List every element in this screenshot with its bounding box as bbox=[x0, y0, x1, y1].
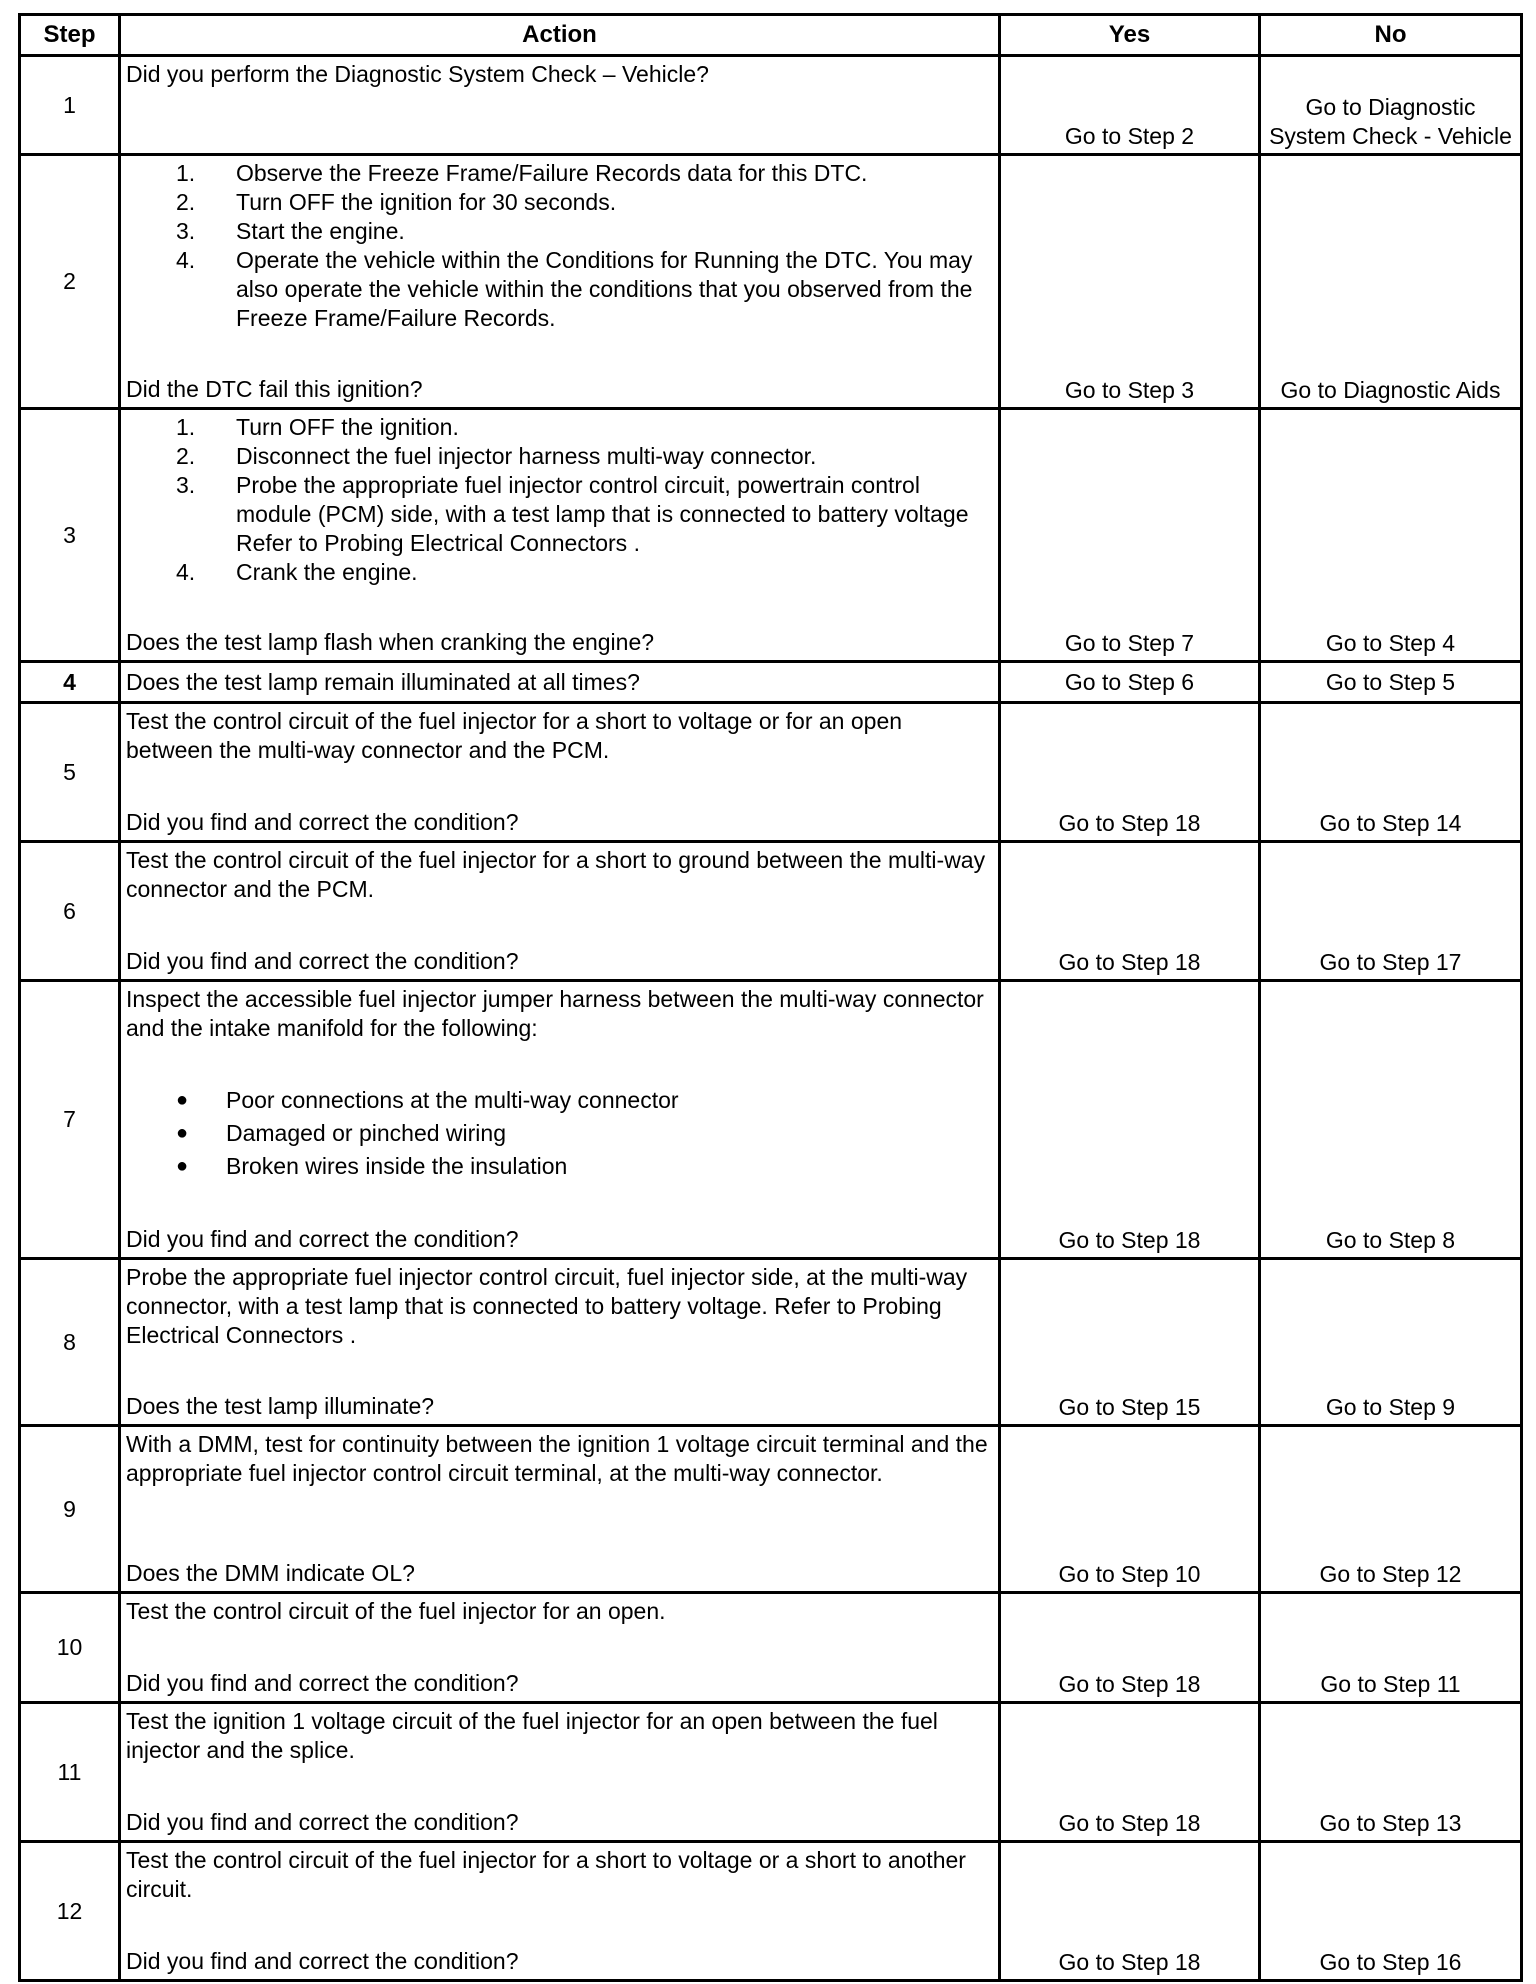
header-action: Action bbox=[120, 15, 1000, 56]
no-result: Go to Step 13 bbox=[1260, 1703, 1522, 1842]
table-row bbox=[20, 662, 1522, 703]
action-steps bbox=[126, 413, 990, 628]
action-cell bbox=[120, 1426, 1000, 1593]
step-number: 8 bbox=[20, 1259, 120, 1426]
step-number: 5 bbox=[20, 703, 120, 842]
step-number: 3 bbox=[20, 409, 120, 662]
list-item: 2. Turn OFF the ignition for 30 seconds. bbox=[176, 189, 617, 215]
step-number: 7 bbox=[20, 981, 120, 1259]
action-text: Probe the appropriate fuel injector control circuit, fuel injector side, at the multi-way connector, with a test lamp that is connected to battery voltage. Refer to Probing Electrical Connectors . bbox=[126, 1264, 968, 1348]
step-number: 2 bbox=[20, 155, 120, 409]
action-cell bbox=[120, 409, 1000, 662]
action-question: Does the DMM indicate OL? bbox=[126, 1560, 415, 1586]
no-result: Go to Step 11 bbox=[1260, 1593, 1522, 1703]
no-result: Go to Step 4 bbox=[1260, 409, 1522, 662]
yes-result: Go to Step 18 bbox=[1000, 703, 1260, 842]
table-row bbox=[20, 1259, 1522, 1426]
action-cell bbox=[120, 981, 1000, 1259]
table-row bbox=[20, 703, 1522, 842]
action-question: Did the DTC fail this ignition? bbox=[126, 376, 423, 402]
step-number: 9 bbox=[20, 1426, 120, 1593]
action-text: Inspect the accessible fuel injector jumper harness between the multi-way connector and the intake manifold for the following: bbox=[126, 986, 984, 1041]
action-question: Did you find and correct the condition? bbox=[126, 1226, 519, 1252]
list-item: 3. Start the engine. bbox=[176, 218, 405, 244]
no-result: Go to Step 17 bbox=[1260, 842, 1522, 981]
table-row bbox=[20, 1593, 1522, 1703]
action-question: Did you find and correct the condition? bbox=[126, 809, 519, 835]
list-item: ● Poor connections at the multi-way connector bbox=[176, 1087, 679, 1113]
table-row bbox=[20, 842, 1522, 981]
table-row bbox=[20, 409, 1522, 662]
action-question: Did you perform the Diagnostic System Check – Vehicle? bbox=[126, 61, 709, 87]
action-cell bbox=[120, 703, 1000, 842]
action-cell bbox=[120, 1703, 1000, 1842]
yes-result: Go to Step 18 bbox=[1000, 1703, 1260, 1842]
no-result: Go to Diagnostic System Check - Vehicle bbox=[1260, 56, 1522, 155]
action-bullets bbox=[126, 1086, 990, 1181]
table-row bbox=[20, 1703, 1522, 1842]
action-text: Test the control circuit of the fuel injector for a short to ground between the multi-way connector and the PCM. bbox=[126, 847, 986, 902]
yes-result: Go to Step 18 bbox=[1000, 1593, 1260, 1703]
header-yes: Yes bbox=[1000, 15, 1260, 56]
step-number: 4 bbox=[20, 662, 120, 703]
list-item: 1. Observe the Freeze Frame/Failure Records data for this DTC. bbox=[176, 160, 868, 186]
no-result: Go to Step 14 bbox=[1260, 703, 1522, 842]
action-cell bbox=[120, 1593, 1000, 1703]
action-question: Did you find and correct the condition? bbox=[126, 1670, 519, 1696]
step-number: 1 bbox=[20, 56, 120, 155]
yes-result: Go to Step 18 bbox=[1000, 842, 1260, 981]
list-item: ● Broken wires inside the insulation bbox=[176, 1153, 568, 1179]
yes-result: Go to Step 6 bbox=[1000, 662, 1260, 703]
action-cell bbox=[120, 842, 1000, 981]
table-row bbox=[20, 1426, 1522, 1593]
action-text: Test the control circuit of the fuel injector for an open. bbox=[126, 1598, 666, 1624]
no-result: Go to Step 16 bbox=[1260, 1842, 1522, 1981]
action-text: Test the control circuit of the fuel injector for a short to voltage or for an open between the multi-way connector and the PCM. bbox=[126, 708, 903, 763]
action-question: Does the test lamp illuminate? bbox=[126, 1393, 435, 1419]
step-number: 12 bbox=[20, 1842, 120, 1981]
step-number: 6 bbox=[20, 842, 120, 981]
no-result: Go to Step 12 bbox=[1260, 1426, 1522, 1593]
action-question: Did you find and correct the condition? bbox=[126, 1948, 519, 1974]
yes-result: Go to Step 3 bbox=[1000, 155, 1260, 409]
action-cell bbox=[120, 1842, 1000, 1981]
no-result: Go to Step 8 bbox=[1260, 981, 1522, 1259]
action-text: Test the control circuit of the fuel injector for a short to voltage or a short to another circuit. bbox=[126, 1847, 966, 1902]
yes-result: Go to Step 2 bbox=[1000, 56, 1260, 155]
header-row bbox=[20, 15, 1522, 56]
no-result: Go to Step 5 bbox=[1260, 662, 1522, 703]
yes-result: Go to Step 18 bbox=[1000, 1842, 1260, 1981]
action-question: Did you find and correct the condition? bbox=[126, 1809, 519, 1835]
action-question: Does the test lamp flash when cranking the engine? bbox=[126, 629, 655, 655]
list-item: 1. Turn OFF the ignition. bbox=[176, 414, 459, 440]
action-text: Test the ignition 1 voltage circuit of the fuel injector for an open between the fuel injector and the splice. bbox=[126, 1708, 938, 1763]
action-cell bbox=[120, 155, 1000, 409]
yes-result: Go to Step 10 bbox=[1000, 1426, 1260, 1593]
action-cell bbox=[120, 1259, 1000, 1426]
step-number: 10 bbox=[20, 1593, 120, 1703]
no-result: Go to Diagnostic Aids bbox=[1260, 155, 1522, 409]
action-text: With a DMM, test for continuity between the ignition 1 voltage circuit terminal and the appropriate fuel injector control circuit terminal, at the multi-way connector. bbox=[126, 1431, 988, 1486]
action-cell bbox=[120, 662, 1000, 703]
no-result: Go to Step 9 bbox=[1260, 1259, 1522, 1426]
list-item: 2. Disconnect the fuel injector harness multi-way connector. bbox=[176, 443, 817, 469]
table-row bbox=[20, 981, 1522, 1259]
yes-result: Go to Step 15 bbox=[1000, 1259, 1260, 1426]
yes-result: Go to Step 7 bbox=[1000, 409, 1260, 662]
action-steps bbox=[126, 159, 990, 375]
diagnostic-table bbox=[18, 13, 1523, 1982]
header-step: Step bbox=[20, 15, 120, 56]
action-question: Did you find and correct the condition? bbox=[126, 948, 519, 974]
action-cell bbox=[120, 56, 1000, 155]
table-row bbox=[20, 56, 1522, 155]
step-number: 11 bbox=[20, 1703, 120, 1842]
table-row bbox=[20, 155, 1522, 409]
list-item: 3. Probe the appropriate fuel injector control circuit, powertrain control module (PCM) side, with a test lamp that is connected to battery voltage Refer to Probing Electrical Connectors . bbox=[176, 472, 969, 556]
list-item: ● Damaged or pinched wiring bbox=[176, 1120, 506, 1146]
header-no: No bbox=[1260, 15, 1522, 56]
action-question: Does the test lamp remain illuminated at all times? bbox=[126, 668, 640, 695]
list-item: 4. Crank the engine. bbox=[176, 559, 418, 585]
list-item: 4. Operate the vehicle within the Conditions for Running the DTC. You may also operate the vehicle within the conditions that you observed from the Freeze Frame/Failure Records. bbox=[176, 247, 973, 331]
table-row bbox=[20, 1842, 1522, 1981]
yes-result: Go to Step 18 bbox=[1000, 981, 1260, 1259]
